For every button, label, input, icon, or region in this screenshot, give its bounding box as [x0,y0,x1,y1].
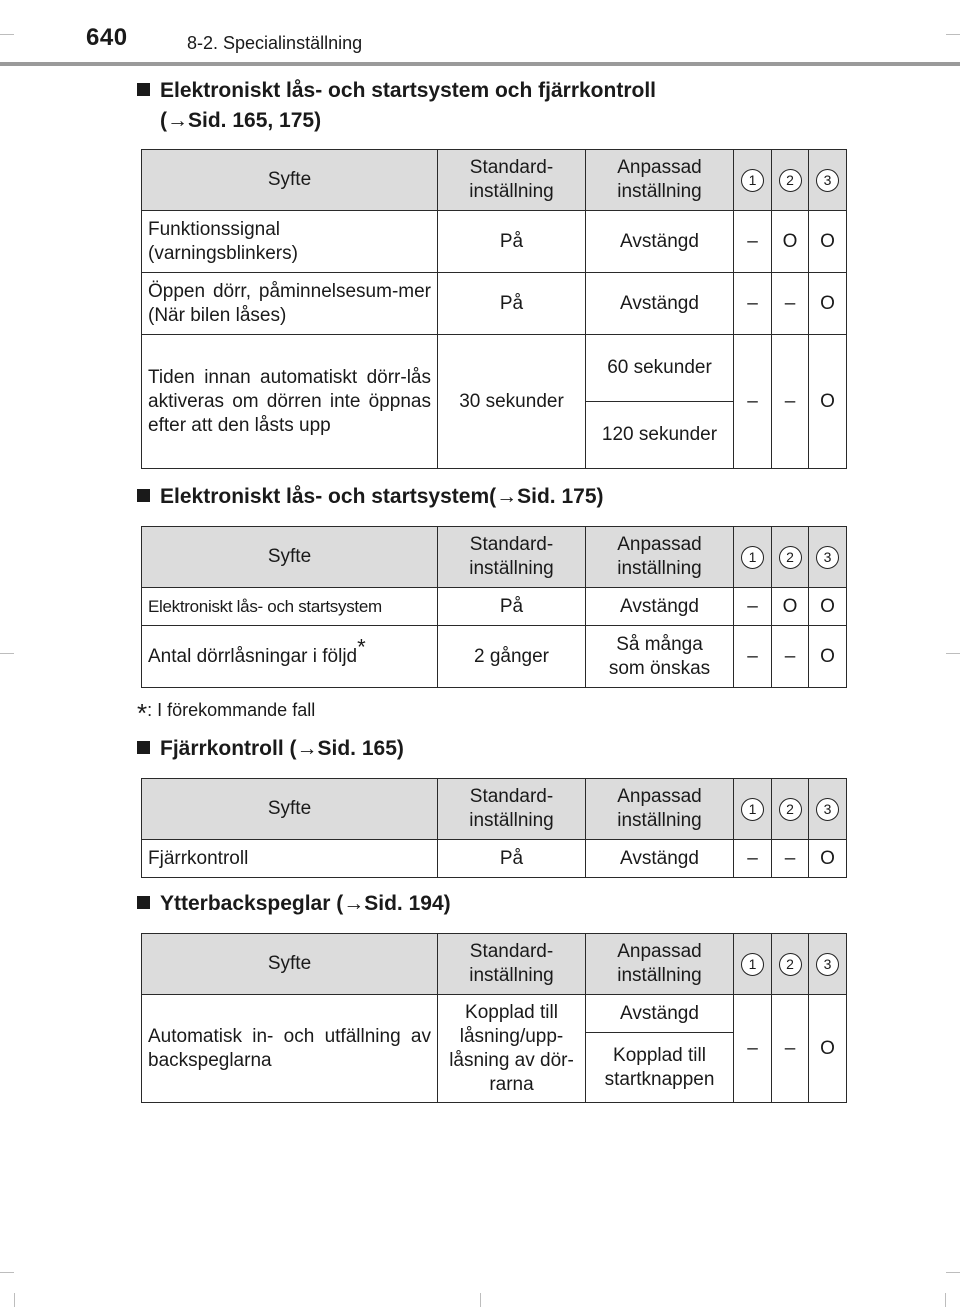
crop-mark [480,1293,481,1307]
method-cell: – [772,995,809,1103]
column-header-custom: Anpassad inställning [586,527,734,588]
settings-table [141,933,847,1103]
footnote: *: I förekommande fall [137,698,316,728]
header-rule [0,62,960,66]
column-header-purpose: Syfte [142,150,438,211]
section-heading: Ytterbackspeglar (→Sid. 194) [137,889,451,919]
custom-cell: Så många som önskas [586,626,734,688]
circled-number-icon: 1 [741,546,764,569]
circled-number-icon: 2 [779,546,802,569]
purpose-cell: Fjärrkontroll [142,840,438,878]
circled-number-icon: 2 [779,169,802,192]
method-cell: O [809,273,847,335]
purpose-cell: Automatisk in- och utfällning av backspeglarna [142,995,438,1103]
column-header-method-2 [772,150,809,211]
crop-mark [14,1293,15,1307]
crop-mark [0,653,14,654]
method-cell: O [809,840,847,878]
table-header-row [142,779,847,840]
arrow-icon: → [167,109,188,132]
settings-table [141,778,847,878]
crop-mark [946,1272,960,1273]
arrow-icon: → [496,485,518,508]
footnote-marker: * [357,634,366,660]
table-row [142,211,847,273]
method-cell: O [809,211,847,273]
purpose-cell: Tiden innan automatiskt dörr-lås aktiveras om dörren inte öppnas efter att den låsts upp [142,335,438,469]
custom-cell: Avstängd [586,840,734,878]
method-cell: – [734,840,772,878]
column-header-default: Standard- inställning [438,779,586,840]
default-cell: 2 gånger [438,626,586,688]
crop-mark [946,653,960,654]
circled-number-icon: 1 [741,798,764,821]
crop-mark [0,34,14,35]
custom-cell: 60 sekunder [586,335,734,402]
method-cell: – [734,211,772,273]
table-row [142,840,847,878]
section-heading: Elektroniskt lås- och startsystem(→Sid. 175) [137,482,604,512]
default-cell: På [438,840,586,878]
arrow-icon: → [296,737,318,760]
custom-cell: 120 sekunder [586,402,734,469]
method-cell: – [772,626,809,688]
column-header-method-1 [734,934,772,995]
column-header-method-1 [734,527,772,588]
section-heading: Fjärrkontroll (→Sid. 165) [137,734,404,764]
column-header-method-1 [734,779,772,840]
column-header-default: Standard- inställning [438,527,586,588]
table-row [142,335,847,402]
crop-mark [945,1293,946,1307]
arrow-icon: → [343,892,365,915]
method-cell: O [772,588,809,626]
column-header-custom: Anpassad inställning [586,779,734,840]
default-cell: På [438,273,586,335]
settings-table [141,149,847,469]
column-header-method-2 [772,779,809,840]
column-header-custom: Anpassad inställning [586,934,734,995]
square-bullet-icon [137,83,150,96]
column-header-method-1 [734,150,772,211]
table-row [142,995,847,1033]
column-header-method-2 [772,934,809,995]
custom-cell: Avstängd [586,995,734,1033]
column-header-method-2 [772,527,809,588]
method-cell: – [734,995,772,1103]
column-header-purpose: Syfte [142,934,438,995]
column-header-default: Standard- inställning [438,150,586,211]
default-cell: Kopplad till låsning/upp- låsning av dör- rarna [438,995,586,1103]
table-row [142,273,847,335]
circled-number-icon: 1 [741,169,764,192]
method-cell: – [734,273,772,335]
method-cell: – [734,626,772,688]
custom-cell: Kopplad till startknappen [586,1033,734,1103]
circled-number-icon: 1 [741,953,764,976]
method-cell: – [734,588,772,626]
column-header-method-3 [809,527,847,588]
table-header-row [142,150,847,211]
table-header-row [142,527,847,588]
footnote-marker: * [137,698,148,728]
method-cell: – [772,840,809,878]
square-bullet-icon [137,896,150,909]
crop-mark [946,34,960,35]
method-cell: – [734,335,772,469]
column-header-method-3 [809,934,847,995]
method-cell: O [809,995,847,1103]
settings-table [141,526,847,688]
table-header-row [142,934,847,995]
custom-cell: Avstängd [586,588,734,626]
default-cell: 30 sekunder [438,335,586,469]
column-header-method-3 [809,779,847,840]
circled-number-icon: 2 [779,953,802,976]
purpose-cell: Funktionssignal (varningsblinkers) [142,211,438,273]
column-header-method-3 [809,150,847,211]
circled-number-icon: 3 [816,953,839,976]
method-cell: O [772,211,809,273]
section-heading: Elektroniskt lås- och startsystem och fjärrkontroll (→Sid. 165, 175) [137,76,656,136]
circled-number-icon: 3 [816,546,839,569]
method-cell: O [809,588,847,626]
default-cell: På [438,588,586,626]
table-row [142,588,847,626]
circled-number-icon: 3 [816,169,839,192]
method-cell: – [772,335,809,469]
purpose-cell: Öppen dörr, påminnelsesum-mer (När bilen låses) [142,273,438,335]
purpose-cell: Elektroniskt lås- och startsystem [142,588,438,626]
square-bullet-icon [137,489,150,502]
column-header-purpose: Syfte [142,527,438,588]
purpose-cell: Antal dörrlåsningar i följd* [142,626,438,688]
method-cell: – [772,273,809,335]
default-cell: På [438,211,586,273]
circled-number-icon: 2 [779,798,802,821]
chapter-title: 8-2. Specialinställning [187,33,363,53]
method-cell: O [809,335,847,469]
table-row [142,626,847,688]
square-bullet-icon [137,741,150,754]
column-header-custom: Anpassad inställning [586,150,734,211]
column-header-purpose: Syfte [142,779,438,840]
custom-cell: Avstängd [586,273,734,335]
page-number: 640 [86,24,128,51]
method-cell: O [809,626,847,688]
crop-mark [0,1272,14,1273]
circled-number-icon: 3 [816,798,839,821]
column-header-default: Standard- inställning [438,934,586,995]
custom-cell: Avstängd [586,211,734,273]
